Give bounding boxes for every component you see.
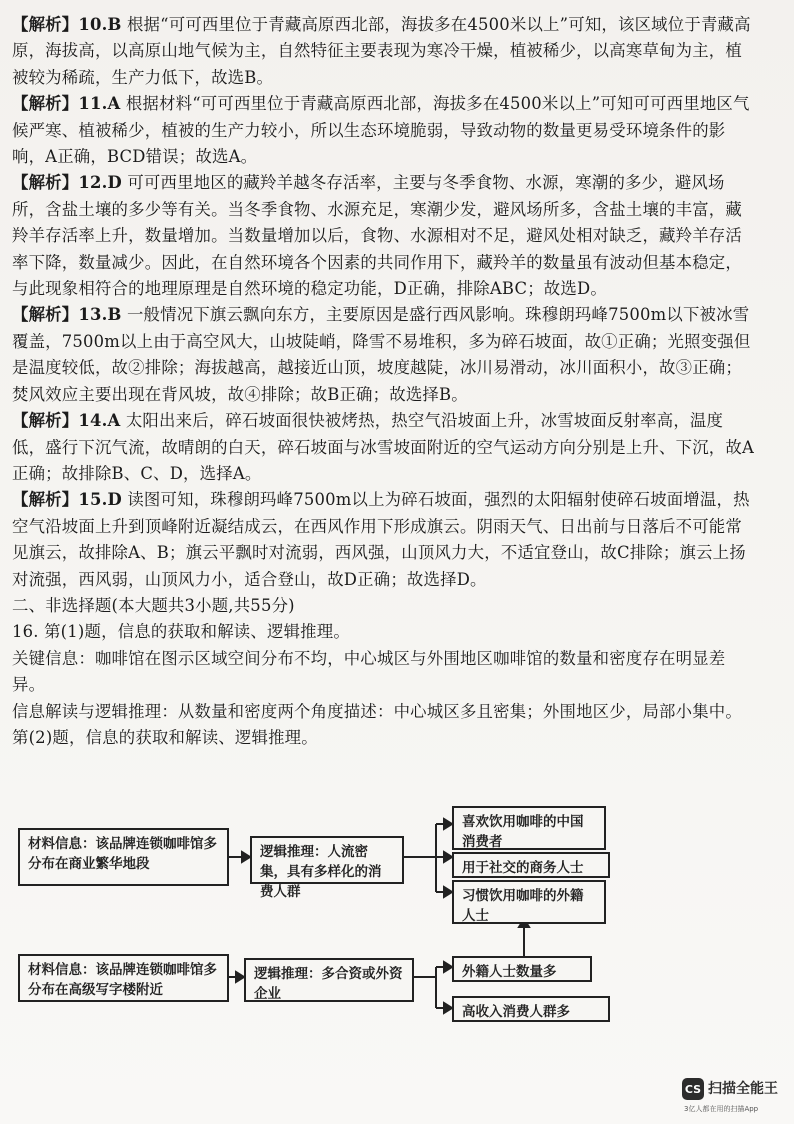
reasoning-flowchart	[14, 812, 634, 1042]
analysis-14	[12, 408, 756, 487]
camscanner-logo-icon: CS	[682, 1078, 704, 1100]
analysis-15	[12, 487, 756, 593]
logic-reasoning: 信息解读与逻辑推理：从数量和密度两个角度描述：中心城区多且密集；外围地区少，局部小集中。	[12, 701, 742, 721]
analysis-tag: 【解析】	[12, 411, 79, 431]
analysis-body: 一般情况下旗云飘向东方，主要原因是盛行西风影响。珠穆朗玛峰7500m以下被冰雪覆盖，7500m以上由于高空风大，山坡陡峭，降雪不易堆积，多为碎石坡面，故①正确；光照变强但是温度较低，故②排除；海拔越高，越接近山顶，坡度越陡，冰川易滑动，冰川面积小，故③正确；焚风效应主要出现在背风坡，故④排除；故B正确；故选择B。	[12, 305, 751, 404]
answer-number: 10.B	[78, 15, 122, 34]
analysis-body: 读图可知，珠穆朗玛峰7500m以上为碎石坡面，强烈的太阳辐射使碎石坡面增温，热空气沿坡面上升到顶峰附近凝结成云，在西风作用下形成旗云。阴雨天气、日出前与日落后不可能常见旗云，故排除A、B；旗云平飘时对流弱，西风强，山顶风力大，不适宜登山，故C排除；旗云上扬对流强，西风弱，山顶风力小，适合登山，故D正确；故选择D。	[12, 490, 750, 589]
result-business-people-box: 用于社交的商务人士	[452, 852, 610, 878]
result-chinese-consumers-box: 喜欢饮用咖啡的中国消费者	[452, 806, 606, 850]
logic-reasoning-2-box: 逻辑推理：多合资或外资企业	[244, 958, 414, 1002]
question-16-intro: 16. 第(1)题，信息的获取和解读、逻辑推理。	[12, 622, 350, 642]
answer-number: 13.B	[78, 305, 122, 325]
analysis-tag: 【解析】	[12, 173, 79, 193]
analysis-tag: 【解析】	[12, 305, 79, 325]
analysis-13	[12, 302, 756, 408]
analysis-12	[12, 170, 756, 302]
answer-number: 15.D	[78, 490, 122, 510]
analysis-tag: 【解析】	[12, 15, 79, 34]
scanner-watermark	[682, 1076, 792, 1120]
result-high-income-box: 高收入消费人群多	[452, 996, 610, 1022]
analysis-11	[12, 91, 756, 170]
answer-number: 11.A	[78, 94, 121, 114]
analysis-body: 太阳出来后，碎石坡面很快被烤热，热空气沿坡面上升，冰雪坡面反射率高，温度低，盛行下沉气流，故晴朗的白天，碎石坡面与冰雪坡面附近的空气运动方向分别是上升、下沉，故A正确；故排除B、C、D，选择A。	[12, 411, 755, 483]
answer-number: 14.A	[78, 411, 121, 431]
key-information: 关键信息：咖啡馆在图示区域空间分布不均，中心城区与外围地区咖啡馆的数量和密度存在明显差异。	[12, 648, 726, 695]
answer-text	[12, 12, 756, 751]
watermark-app-name: 扫描全能王	[708, 1081, 778, 1097]
result-foreigners-habit-box: 习惯饮用咖啡的外籍人士	[452, 880, 606, 924]
analysis-tag: 【解析】	[12, 490, 79, 510]
analysis-body: 根据材料“可可西里位于青藏高原西北部，海拔多在4500米以上”可知可可西里地区气候严寒、植被稀少，植被的生产力较小，所以生态环境脆弱，导致动物的数量更易受环境条件的影响，A正确，BCD错误；故选A。	[12, 94, 750, 167]
logic-reasoning-1-box: 逻辑推理：人流密集，具有多样化的消费人群	[250, 836, 404, 884]
analysis-tag: 【解析】	[12, 94, 79, 114]
answer-number: 12.D	[78, 173, 122, 193]
analysis-10	[12, 12, 756, 91]
result-foreigners-many-box: 外籍人士数量多	[452, 956, 592, 982]
watermark-tagline: 3亿人都在用的扫描App	[684, 1105, 759, 1113]
analysis-body: 可可西里地区的藏羚羊越冬存活率，主要与冬季食物、水源，寒潮的多少，避风场所，含盐土壤的多少等有关。当冬季食物、水源充足，寒潮少发，避风场所多，含盐土壤的丰富，藏羚羊存活率上升，数量增加。当数量增加以后，食物、水源相对不足，避风处相对缺乏，藏羚羊存活率下降，数量减少。因此，在自然环境各个因素的共同作用下，藏羚羊的数量虽有波动但基本稳定，与此现象相符合的地理原理是自然环境的稳定功能，D正确，排除ABC；故选D。	[12, 173, 742, 299]
material-info-2-box: 材料信息：该品牌连锁咖啡馆多分布在高级写字楼附近	[18, 954, 229, 1002]
analysis-body: 根据“可可西里位于青藏高原西北部，海拔多在4500米以上”可知，该区域位于青藏高原，海拔高，以高原山地气候为主，自然特征主要表现为寒冷干燥，植被稀少，以高寒草甸为主，植被较为稀疏，生产力低下，故选B。	[12, 15, 751, 87]
material-info-1-box: 材料信息：该品牌连锁咖啡馆多分布在商业繁华地段	[18, 828, 229, 886]
question-2-intro: 第(2)题，信息的获取和解读、逻辑推理。	[12, 727, 318, 747]
section-title: 二、非选择题(本大题共3小题,共55分)	[12, 595, 295, 615]
